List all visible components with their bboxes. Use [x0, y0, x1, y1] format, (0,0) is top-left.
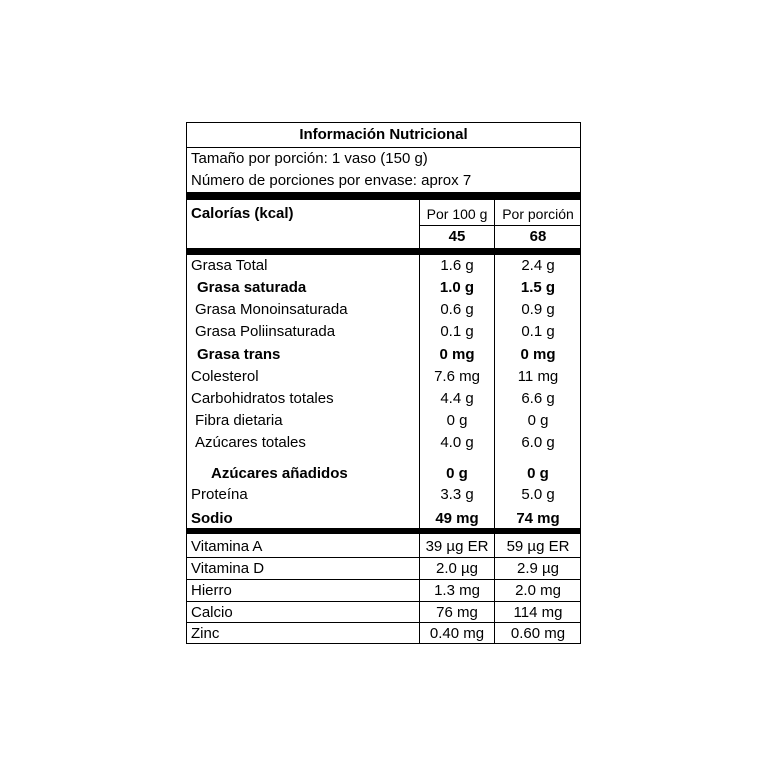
nutrient-per-100g: 0 g — [446, 412, 468, 429]
column-divider — [419, 200, 420, 248]
col-header-per-portion: Por porción — [502, 206, 574, 222]
nutrient-per-portion: 6.6 g — [521, 390, 555, 407]
serving-size: Tamaño por porción: 1 vaso (150 g) — [191, 150, 428, 167]
vitamin-per-100g: 2.0 µg — [435, 560, 478, 577]
nutrient-per-portion: 0 g — [527, 412, 549, 429]
nutrient-per-100g: 49 mg — [435, 510, 479, 527]
thick-rule-vitamins — [187, 528, 580, 534]
nutrient-name: Colesterol — [191, 368, 259, 385]
nutrient-per-100g: 4.4 g — [440, 390, 474, 407]
label-title: Información Nutricional — [187, 123, 580, 148]
nutrient-per-portion: 0 g — [527, 465, 549, 482]
nutrient-per-portion: 5.0 g — [521, 486, 555, 503]
servings-per-container: Número de porciones por envase: aprox 7 — [191, 172, 472, 189]
vitamin-per-portion: 0.60 mg — [510, 625, 566, 642]
thick-rule-calories — [187, 248, 580, 255]
nutrient-per-portion: 11 mg — [517, 368, 559, 385]
nutrient-name: Azúcares totales — [195, 434, 306, 451]
nutrient-per-portion: 0 mg — [520, 346, 556, 363]
nutrition-facts-label — [186, 122, 581, 644]
nutrient-name: Proteína — [191, 486, 248, 503]
calories-label: Calorías (kcal) — [191, 205, 294, 222]
nutrient-name: Grasa trans — [197, 346, 281, 363]
nutrient-name: Carbohidratos totales — [191, 390, 334, 407]
vitamin-per-portion: 114 mg — [513, 604, 563, 621]
nutrient-per-100g: 0.1 g — [440, 323, 474, 340]
nutrient-per-portion: 2.4 g — [521, 257, 555, 274]
vitamin-per-100g: 76 mg — [436, 604, 478, 621]
nutrient-per-100g: 0.6 g — [440, 301, 474, 318]
vitamin-per-portion: 2.9 µg — [516, 560, 559, 577]
nutrient-per-100g: 7.6 mg — [434, 368, 480, 385]
nutrient-name: Azúcares añadidos — [211, 465, 348, 482]
nutrient-name: Grasa Total — [191, 257, 268, 274]
vitamin-per-portion: 2.0 mg — [515, 582, 561, 599]
row-divider — [187, 557, 580, 558]
nutrient-per-100g: 0 mg — [439, 346, 475, 363]
vitamin-name: Calcio — [191, 604, 233, 621]
calories-per-100g: 45 — [448, 228, 466, 245]
column-divider — [494, 200, 495, 248]
nutrient-per-portion: 74 mg — [516, 510, 560, 527]
vitamin-per-portion: 59 µg ER — [506, 538, 570, 555]
column-divider — [419, 255, 420, 528]
row-divider — [187, 601, 580, 602]
row-divider — [187, 579, 580, 580]
vitamin-name: Vitamina A — [191, 538, 263, 555]
nutrient-per-portion: 0.9 g — [521, 301, 555, 318]
thick-rule-top — [187, 192, 580, 200]
col-header-per-100g: Por 100 g — [426, 206, 488, 222]
vitamin-name: Zinc — [191, 625, 220, 642]
nutrient-name: Grasa Monoinsaturada — [195, 301, 348, 318]
nutrient-name: Grasa Poliinsaturada — [195, 323, 336, 340]
nutrient-per-portion: 0.1 g — [521, 323, 555, 340]
nutrient-per-portion: 1.5 g — [520, 279, 556, 296]
nutrient-per-100g: 1.0 g — [439, 279, 475, 296]
vitamin-per-100g: 0.40 mg — [429, 625, 485, 642]
nutrient-name: Fibra dietaria — [195, 412, 283, 429]
nutrient-name: Sodio — [191, 510, 233, 527]
nutrient-per-100g: 0 g — [446, 465, 468, 482]
nutrient-per-portion: 6.0 g — [521, 434, 555, 451]
nutrient-name: Grasa saturada — [197, 279, 307, 296]
nutrient-per-100g: 3.3 g — [440, 486, 474, 503]
row-divider — [187, 622, 580, 623]
vitamin-per-100g: 1.3 mg — [434, 582, 480, 599]
nutrient-per-100g: 4.0 g — [440, 434, 474, 451]
calories-per-portion: 68 — [529, 228, 547, 245]
nutrient-per-100g: 1.6 g — [440, 257, 474, 274]
column-divider — [419, 534, 420, 644]
vitamin-name: Hierro — [191, 582, 232, 599]
vitamin-per-100g: 39 µg ER — [425, 538, 489, 555]
column-divider — [494, 534, 495, 644]
column-divider — [494, 255, 495, 528]
vitamin-name: Vitamina D — [191, 560, 265, 577]
